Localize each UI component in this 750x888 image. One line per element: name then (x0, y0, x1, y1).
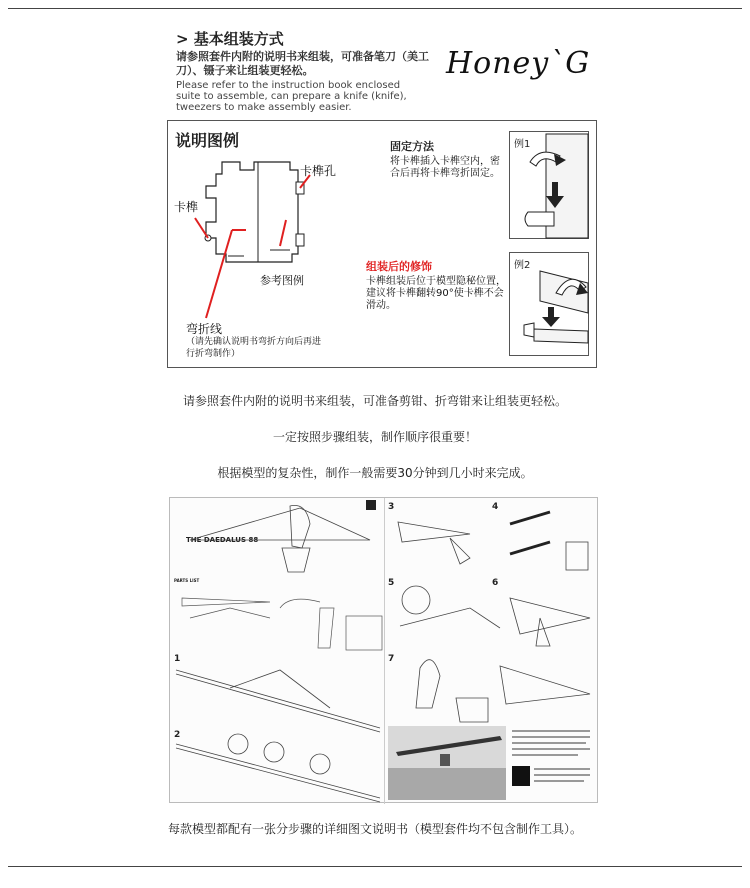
instruction-line-3: 根据模型的复杂性，制作一般需要30分钟到几小时来完成。 (217, 466, 533, 480)
trim-text: 卡榫组装后位于模型隐秘位置，建议将卡榫翻转90°使卡榫不会滑动。 (366, 276, 506, 311)
instruction-line-2: 一定按照步骤组装，制作顺序很重要！ (272, 430, 477, 444)
manual-model-name: THE DAEDALUS 88 (186, 536, 259, 544)
label-tenon-hole: 卡榫孔 (300, 164, 337, 178)
label-reference: 参考图例 (260, 274, 304, 287)
manual-step-7: 7 (388, 654, 395, 664)
label-fold-line: 弯折线 (186, 322, 223, 336)
fix-method-title: 固定方法 (390, 140, 434, 153)
section-title: > 基本组装方式 (176, 30, 284, 48)
manual-step-5: 5 (388, 578, 395, 588)
tenon-hole-bottom (296, 234, 304, 246)
legend-title: 说明图例 (175, 131, 240, 150)
manual-step-6: 6 (492, 578, 499, 588)
example-1-label: 例1 (514, 139, 531, 150)
manual-step-2: 2 (174, 730, 181, 740)
trim-title: 组装后的修饰 (366, 260, 432, 273)
example-1-illustration (510, 132, 590, 240)
example-1-box (509, 131, 589, 239)
intro-english: Please refer to the instruction book enclosed suite to assemble, can prepare a knife (knife), tweezers to make assembly easier. (176, 80, 407, 113)
intro-chinese: 请参照套件内附的说明书来组装，可准备笔刀（美工刀）、镊子来让组装更轻松。 (176, 50, 429, 77)
instruction-line-1: 请参照套件内附的说明书来组装，可准备剪钳、折弯钳来让组装更轻松。 (182, 394, 567, 408)
brand-logo: Honey`G (446, 46, 591, 81)
manual-step-1: 1 (174, 654, 181, 664)
part-outline (206, 162, 298, 262)
manual-step-3: 3 (388, 502, 395, 512)
manual-drawings (170, 498, 599, 804)
example-2-label: 例2 (514, 260, 531, 271)
fold-note: （请先确认说明书弯折方向后再进行折弯制作） (186, 337, 322, 359)
example-2-box (509, 252, 589, 356)
manual-parts-list: PARTS LIST (174, 578, 200, 583)
footer-caption: 每款模型都配有一张分步骤的详细图文说明书（模型套件均不包含制作工具）。 (167, 822, 582, 836)
top-divider (8, 8, 742, 9)
instruction-manual-image (169, 497, 598, 803)
example-2-illustration (510, 253, 590, 357)
label-tenon: 卡榫 (174, 200, 199, 214)
bottom-divider (8, 866, 742, 867)
manual-step-4: 4 (492, 502, 499, 512)
fix-method-text: 将卡榫插入卡榫空内，密合后再将卡榫弯折固定。 (390, 156, 500, 179)
